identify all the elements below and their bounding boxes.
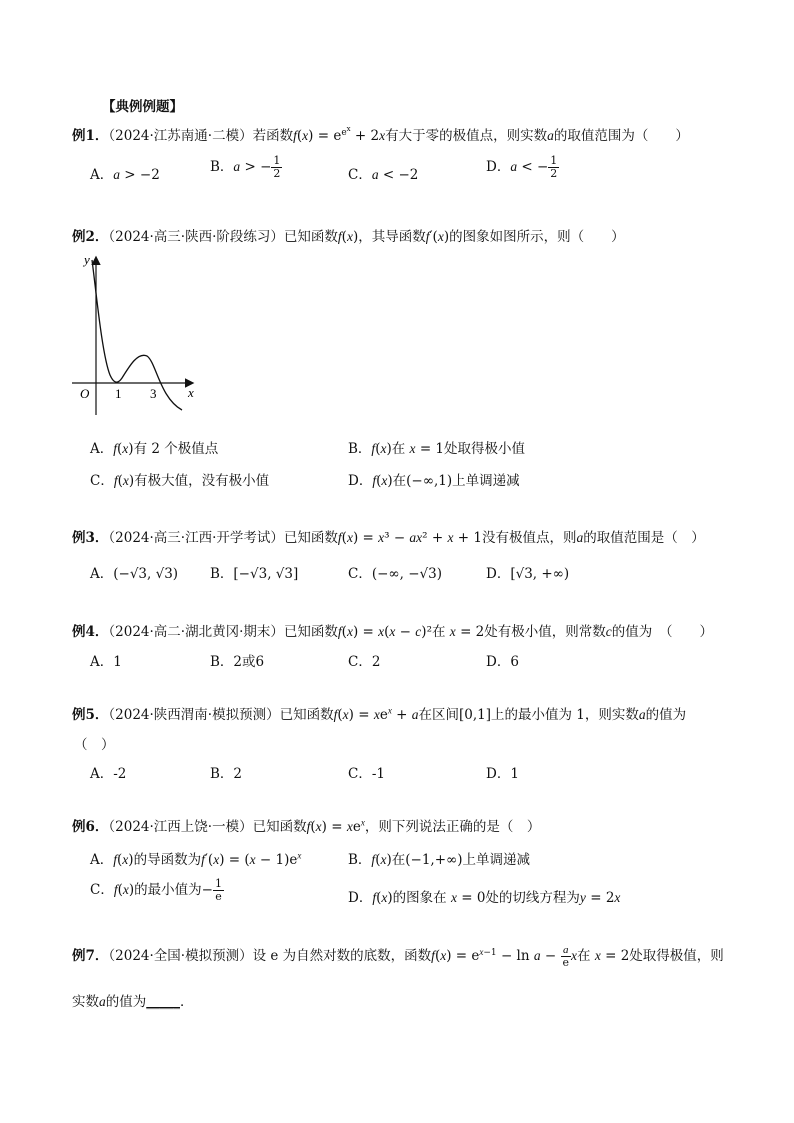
origin-label: O	[80, 386, 90, 401]
tick-3-label: 3	[150, 386, 157, 401]
problem-6-option-a[interactable]: A．f(x)的导函数为$f'(x) = (x - 1)e^x$	[90, 850, 302, 868]
problem-2-label: 例2．	[72, 229, 109, 245]
problem-3-option-a[interactable]: A．(−√3, √3)	[90, 566, 179, 582]
problem-3-option-d[interactable]: D．[√3, +∞)	[486, 566, 570, 582]
x-axis-label: x	[188, 385, 194, 400]
problem-1-option-b[interactable]: B．a > − $\frac{1}{2}$	[210, 154, 281, 180]
answer-blank[interactable]: _____	[146, 994, 180, 1010]
problem-5-option-c[interactable]: C．-1	[348, 766, 385, 782]
problem-5-label: 例5．	[72, 707, 109, 723]
problem-1-option-d[interactable]: D．a < − $\frac{1}{2}$	[486, 154, 558, 180]
problem-1-option-a[interactable]: A．a > −2	[90, 167, 160, 183]
section-title: 【典例例题】	[102, 99, 183, 115]
problem-2-option-b[interactable]: B．f(x)在 x = 1处取得极小值	[348, 441, 526, 457]
problem-7-stem: 例7．（2024·全国·模拟预测）设 e 为自然对数的底数，函数$f(x) = e^{x-1} - \ln a$ − $\frac{a}{e}$ x在 x = 2处取得极值，则	[72, 944, 724, 969]
problem-1-label: 例1．	[72, 128, 109, 144]
tick-1-label: 1	[115, 386, 122, 401]
problem-5-answer-bracket: （ ）	[74, 737, 115, 753]
problem-6-option-b[interactable]: B．f(x)在(−1,+∞)上单调递减	[348, 852, 531, 868]
derivative-curve	[92, 260, 182, 410]
problem-4-option-c[interactable]: C．2	[348, 654, 381, 670]
derivative-graph	[72, 250, 232, 420]
y-axis-label: y	[84, 252, 90, 267]
problem-3-option-b[interactable]: B．[−√3, √3]	[210, 566, 299, 582]
problem-5-stem: 例5．（2024·陕西渭南·模拟预测）已知函数$f(x) = xe^x + a$在区间[0,1]上的最小值为 1，则实数a的值为	[72, 705, 687, 723]
problem-4-label: 例4．	[72, 624, 109, 640]
problem-3-label: 例3．	[72, 530, 109, 546]
problem-3-option-c[interactable]: C．(−∞, −√3)	[348, 566, 443, 582]
problem-4-stem: 例4．（2024·高二·湖北黄冈·期末）已知函数f(x) = x(x − c)²在 x = 2处有极小值，则常数c的值为 （ ）	[72, 624, 714, 640]
problem-5-option-a[interactable]: A．-2	[90, 766, 127, 782]
problem-6-option-d[interactable]: D．f(x)的图象在 x = 0处的切线方程为y = 2x	[348, 890, 621, 906]
problem-5-option-b[interactable]: B．2	[210, 766, 243, 782]
problem-4-option-a[interactable]: A．1	[90, 654, 122, 670]
problem-1-option-c[interactable]: C．a < −2	[348, 167, 419, 183]
problem-2-option-a[interactable]: A．f(x)有 2 个极值点	[90, 441, 219, 457]
problem-4-option-b[interactable]: B．2或6	[210, 654, 265, 670]
problem-5-option-d[interactable]: D．1	[486, 766, 519, 782]
problem-6-option-c[interactable]: C．f(x)的最小值为− $\frac{1}{e}$	[90, 877, 222, 903]
problem-6-label: 例6．	[72, 819, 109, 835]
problem-3-stem: 例3．（2024·高三·江西·开学考试）已知函数f(x) = x³ − ax² + x + 1没有极值点，则a的取值范围是（ ）	[72, 530, 705, 546]
problem-7-label: 例7．	[72, 948, 109, 964]
problem-2-option-d[interactable]: D．f(x)在(−∞,1)上单调递减	[348, 473, 520, 489]
problem-2-option-c[interactable]: C．f(x)有极大值，没有极小值	[90, 473, 270, 489]
problem-7-stem-line2: 实数a的值为_____．	[72, 994, 194, 1010]
problem-2-stem: 例2．（2024·高三·陕西·阶段练习）已知函数f(x)，其导函数f′(x)的图象如图所示，则（ ）	[72, 229, 625, 245]
problem-1-stem: 例1．（2024·江苏南通·二模）若函数$f(x) = e^{e^x} + 2x$有大于零的极值点，则实数a的取值范围为（ ）	[72, 124, 689, 144]
problem-4-option-d[interactable]: D．6	[486, 654, 519, 670]
problem-6-stem: 例6．（2024·江西上饶·一模）已知函数$f(x) = xe^x$，则下列说法正确的是（ ）	[72, 817, 541, 835]
